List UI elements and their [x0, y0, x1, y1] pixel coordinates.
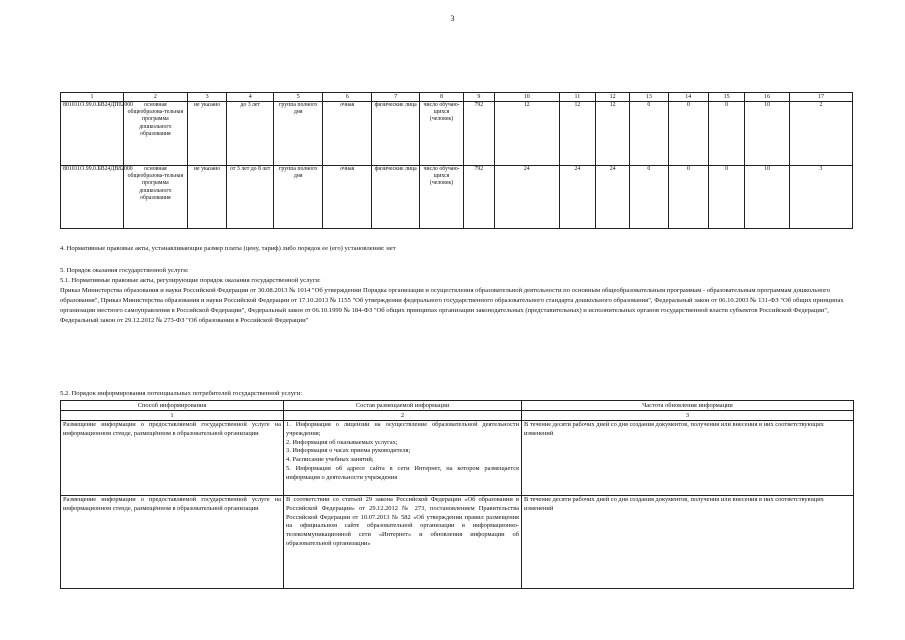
table-header-row [61, 401, 854, 411]
column-number-cell: 6 [323, 93, 372, 102]
column-number-cell: 1 [61, 411, 284, 421]
column-number-cell: 7 [372, 93, 420, 102]
content-cell [284, 496, 522, 589]
header-cell: Состав размещаемой информации [284, 401, 522, 411]
table-cell: число обучаю-щихся (человек) [420, 102, 464, 166]
table-cell: 0 [709, 102, 745, 166]
frequency-cell: В течение десяти рабочих дней со дня создания документов, получения или внесения в них соответствующих изменений [522, 421, 854, 496]
content-line: 1. Информация о лицензии на осуществление образовательной деятельности учреждения; [286, 421, 519, 437]
column-number-cell: 2 [284, 411, 522, 421]
table-cell: очная [323, 166, 372, 229]
table-cell: до 3 лет [227, 102, 274, 166]
table-cell: 792 [463, 166, 494, 229]
column-number-cell: 12 [596, 93, 630, 102]
column-number-cell: 5 [274, 93, 323, 102]
column-number-cell: 3 [522, 411, 854, 421]
table-cell: 0 [668, 102, 709, 166]
column-number-cell: 8 [420, 93, 464, 102]
table-cell: основная общеобразова-тельная программа дошкольного образования [123, 102, 187, 166]
column-number-cell: 2 [123, 93, 187, 102]
content-line: В соответствии со статьей 29 закона Российской Федерации «Об образовании в Российской Федерации» от 29.12.2012 № 273, постановлением Правительства Российской Федерации от 10.07.2013 № 582 «Об утверждении правил размещения на официальном сайте образовательной организации в информационно-телекоммуникационной сети «Интернет» и обновления информации об образовательной организации» [286, 496, 519, 547]
table-cell: основная общеобразова-тельная программа дошкольного образования [123, 166, 187, 229]
table-cell: 0 [630, 166, 668, 229]
content-line: 4. Расписание учебных занятий; [286, 456, 374, 464]
header-cell: Способ информирования [61, 401, 284, 411]
table-cell: группа полного дня [274, 102, 323, 166]
table-cell: 0 [630, 102, 668, 166]
column-number-cell: 14 [668, 93, 709, 102]
column-number-cell: 4 [227, 93, 274, 102]
content-cell [284, 421, 522, 496]
table-cell: 2 [790, 102, 853, 166]
frequency-cell: В течение десяти рабочих дней со дня создания документов, получения или внесения в них соответствующих изменений [522, 496, 854, 589]
table-cell: 792 [463, 102, 494, 166]
table-row [61, 496, 854, 589]
page-number: 3 [450, 14, 455, 23]
table-cell: 12 [494, 102, 559, 166]
content-line: 3. Информация о часах приема руководителя; [286, 447, 411, 455]
section-5-1-text: Приказ Министерства образования и науки Российской Федерации от 30.08.2013 № 1014 "Об утверждении Порядка организации и осуществления образовательной деятельности по основным общеобразовательным программам - образовательным программам дошкольного образования", Приказ Министерства образования и науки Российской Федерации от 17.10.2013 № 1155 "Об утверждении федерального государственного образовательного стандарта дошкольного образования", Федеральный закон от 06.10.2003 № 131-ФЗ "Об общих принципах организации местного самоуправления в Российской Федерации", Федеральный закон от 06.10.1999 № 184-ФЗ "Об общих принципах организации законодательных (представительных) и исполнительных органов государственной власти субъектов Российской Федерации", Федеральный закон от 29.12.2012 № 273-ФЗ "Об образовании в Российской Федерации" [60, 287, 844, 324]
content-line: 5. Информация об адресе сайта в сети Интернет, на котором размещается информация о деятельности учреждения [286, 464, 519, 481]
table-cell: 0 [709, 166, 745, 229]
table-cell: от 3 лет до 8 лет [227, 166, 274, 229]
header-cell: Частота обновления информации [522, 401, 854, 411]
table-cell: 12 [596, 102, 630, 166]
table-cell: группа полного дня [274, 166, 323, 229]
column-number-cell: 1 [61, 93, 124, 102]
section-5-1-title: 5.1. Нормативные правовые акты, регулирующие порядок оказания государственной услуги: [60, 277, 321, 284]
table-cell: не указано [187, 166, 226, 229]
information-procedure-table [60, 400, 854, 589]
column-number-cell: 16 [745, 93, 790, 102]
column-number-cell: 13 [630, 93, 668, 102]
registry-code-cell: 801011О.99.0.БВ24ДВ82000 [61, 166, 124, 229]
registry-code-cell: 801011О.99.0.БВ24ДП02000 [61, 102, 124, 166]
method-cell: Размещение информации о предоставляемой государственной услуге на информационном стенде, размещённом в образовательной организации [61, 496, 284, 589]
table-cell: 3 [790, 166, 853, 229]
column-number-cell: 9 [463, 93, 494, 102]
table-row [61, 421, 854, 496]
table-cell: 12 [559, 102, 595, 166]
table-cell: 0 [668, 166, 709, 229]
table-cell: очная [323, 102, 372, 166]
column-number-cell: 3 [187, 93, 226, 102]
table-cell: 24 [596, 166, 630, 229]
table-header-row [61, 93, 853, 102]
section-4-text: 4. Нормативные правовые акты, устанавливающие размер платы (цену, тариф) либо порядок ее (его) установления: нет [60, 245, 396, 252]
table-cell: 24 [494, 166, 559, 229]
content-line: 2. Информация об оказываемых услугах; [286, 438, 398, 446]
section-5-title: 5. Порядок оказания государственной услуги: [60, 267, 189, 274]
table-row [61, 166, 853, 229]
table-cell: не указано [187, 102, 226, 166]
section-5-2-title: 5.2. Порядок информирования потенциальных потребителей государственной услуги: [60, 390, 303, 397]
table-cell: число обучаю-щихся (человек) [420, 166, 464, 229]
table-cell: физические лица [372, 102, 420, 166]
table-cell: физические лица [372, 166, 420, 229]
table-cell: 24 [559, 166, 595, 229]
service-volume-table [60, 92, 853, 229]
table-number-row [61, 411, 854, 421]
table-cell: 10 [745, 166, 790, 229]
column-number-cell: 15 [709, 93, 745, 102]
column-number-cell: 11 [559, 93, 595, 102]
table-cell: 10 [745, 102, 790, 166]
column-number-cell: 17 [790, 93, 853, 102]
column-number-cell: 10 [494, 93, 559, 102]
method-cell: Размещение информации о предоставляемой государственной услуге на информационном стенде, размещённом в образовательной организации [61, 421, 284, 496]
table-row [61, 102, 853, 166]
